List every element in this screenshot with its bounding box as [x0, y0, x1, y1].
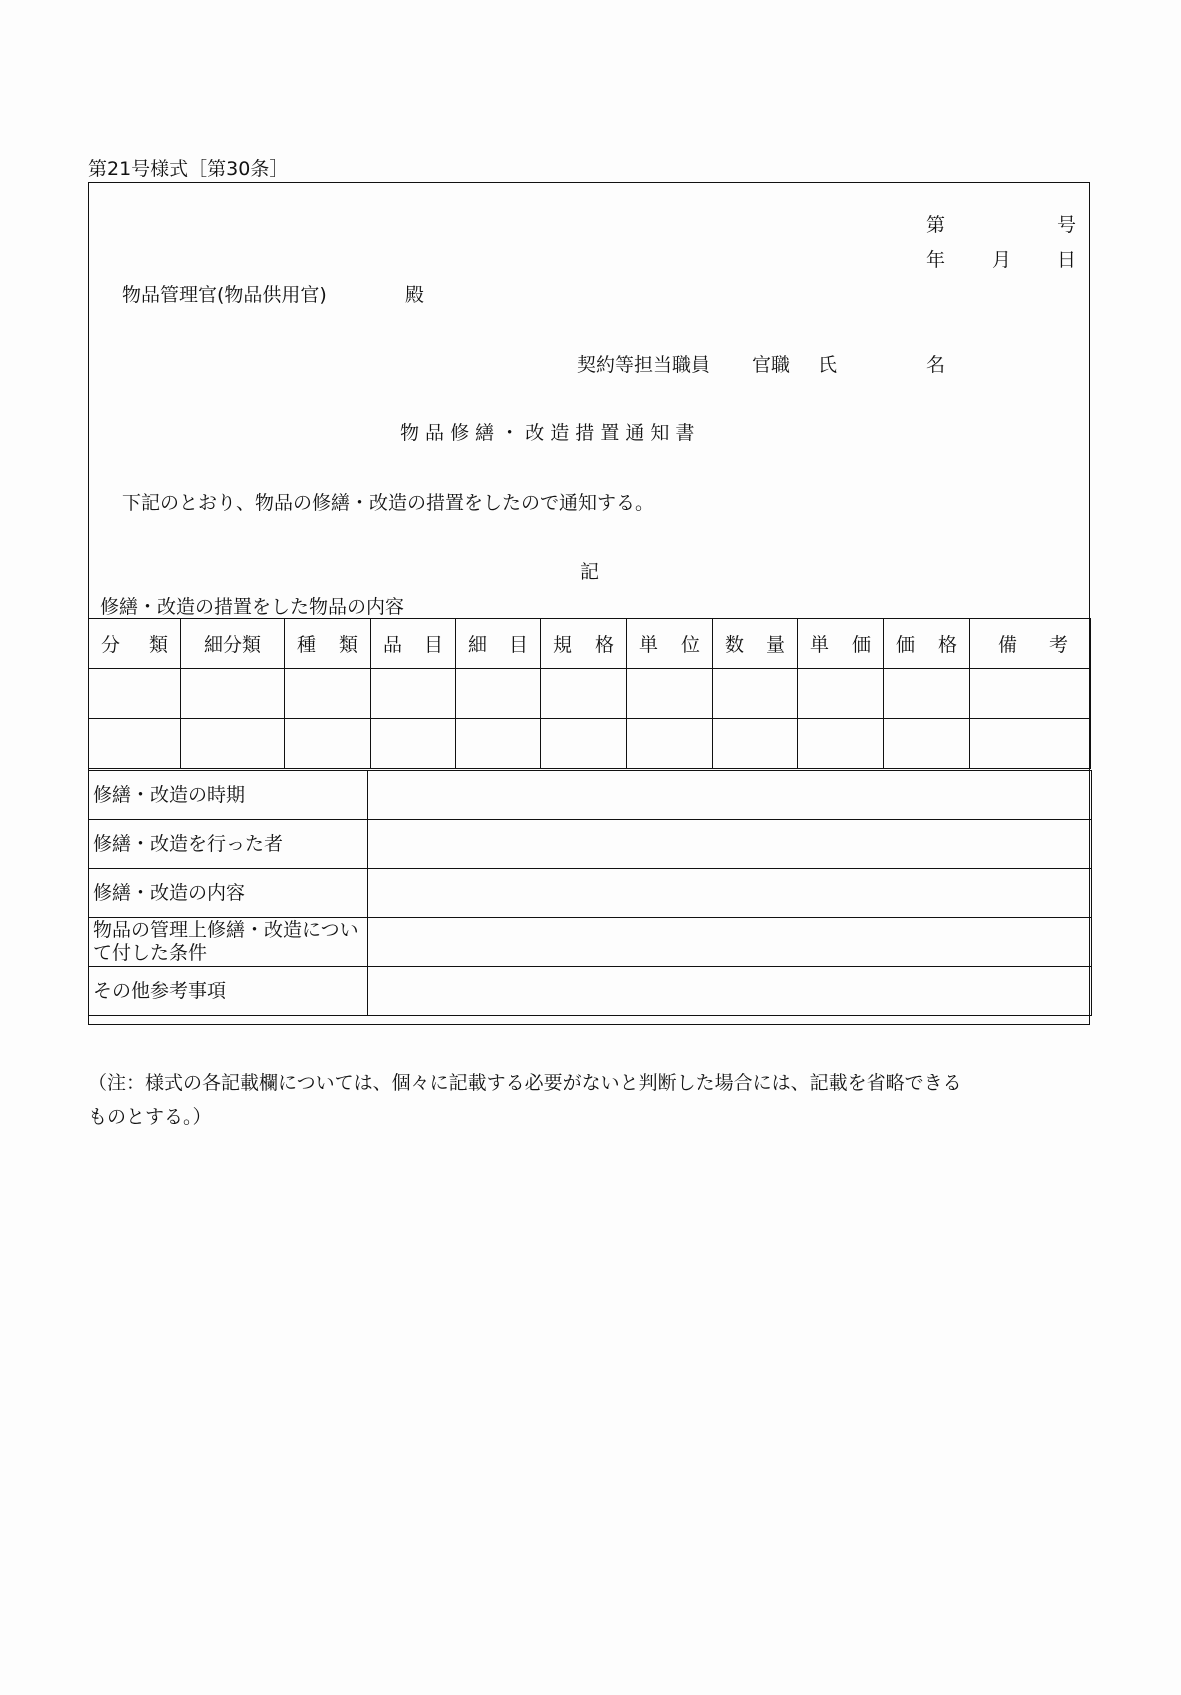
detail-label: 修繕・改造の時期: [89, 771, 368, 820]
detail-value[interactable]: [368, 967, 1092, 1016]
table-cell[interactable]: [456, 669, 541, 719]
detail-row-period: [89, 771, 1092, 820]
col-header-biko: 備 考: [970, 619, 1091, 669]
col-header-tanka: 単 価: [798, 619, 884, 669]
col-header-saimoku: 細 目: [456, 619, 541, 669]
date-day: 日: [1057, 249, 1077, 271]
details-table: [88, 770, 1092, 1016]
table-cell[interactable]: [541, 719, 627, 769]
date-month: 月: [992, 249, 1012, 271]
detail-row-conditions: [89, 918, 1092, 967]
addressee: 物品管理官(物品供用官): [122, 284, 327, 306]
honorific: 殿: [405, 284, 425, 306]
col-header-tani: 単 位: [627, 619, 713, 669]
col-header-suryo: 数 量: [713, 619, 798, 669]
body-text: 下記のとおり、物品の修繕・改造の措置をしたので通知する。: [122, 492, 655, 514]
table-cell[interactable]: [713, 669, 798, 719]
table-cell[interactable]: [798, 719, 884, 769]
table-cell[interactable]: [970, 719, 1091, 769]
col-header-kakaku: 価 格: [884, 619, 970, 669]
table-cell[interactable]: [884, 669, 970, 719]
table-cell[interactable]: [89, 669, 181, 719]
items-table: [88, 618, 1091, 769]
detail-label: その他参考事項: [89, 967, 368, 1016]
table-cell[interactable]: [371, 719, 456, 769]
items-header-row: [89, 619, 1091, 669]
table-cell[interactable]: [541, 669, 627, 719]
sender-name-label-1: 氏: [818, 354, 838, 376]
detail-value[interactable]: [368, 820, 1092, 869]
note-line-1: （注：様式の各記載欄については、個々に記載する必要がないと判断した場合には、記載を省略できる: [88, 1072, 962, 1094]
table-cell[interactable]: [627, 719, 713, 769]
date-year: 年: [926, 249, 946, 271]
table-row: [89, 719, 1091, 769]
table-cell[interactable]: [181, 719, 285, 769]
number-prefix: 第: [926, 214, 946, 236]
detail-value[interactable]: [368, 918, 1092, 967]
table-cell[interactable]: [285, 719, 371, 769]
ki-heading: 記: [580, 561, 600, 583]
col-header-saibunrui: 細分類: [181, 619, 285, 669]
col-header-kikaku: 規 格: [541, 619, 627, 669]
sender-title: 契約等担当職員: [577, 354, 711, 376]
detail-label: 修繕・改造を行った者: [89, 820, 368, 869]
sender-name-label-2: 名: [926, 354, 946, 376]
note-line-2: ものとする。）: [88, 1106, 212, 1128]
sender-position: 官職: [752, 354, 791, 376]
table-row: [89, 669, 1091, 719]
detail-row-other: [89, 967, 1092, 1016]
table-cell[interactable]: [798, 669, 884, 719]
detail-label: 修繕・改造の内容: [89, 869, 368, 918]
table-cell[interactable]: [371, 669, 456, 719]
table-cell[interactable]: [884, 719, 970, 769]
table-cell[interactable]: [627, 669, 713, 719]
table-cell[interactable]: [89, 719, 181, 769]
table-cell[interactable]: [456, 719, 541, 769]
col-header-shurui: 種 類: [285, 619, 371, 669]
table-cell[interactable]: [181, 669, 285, 719]
table-cell[interactable]: [713, 719, 798, 769]
detail-label: 物品の管理上修繕・改造について付した条件: [89, 918, 368, 967]
table-cell[interactable]: [285, 669, 371, 719]
col-header-bunrui: 分 類: [89, 619, 181, 669]
detail-row-performer: [89, 820, 1092, 869]
detail-row-content: [89, 869, 1092, 918]
section-label: 修繕・改造の措置をした物品の内容: [100, 596, 405, 618]
document-title: 物 品 修 繕 ・ 改 造 措 置 通 知 書: [400, 422, 695, 444]
detail-value[interactable]: [368, 869, 1092, 918]
number-suffix: 号: [1057, 214, 1077, 236]
form-number: 第21号様式［第30条］: [88, 158, 289, 180]
detail-value[interactable]: [368, 771, 1092, 820]
table-cell[interactable]: [970, 669, 1091, 719]
col-header-hinmoku: 品 目: [371, 619, 456, 669]
